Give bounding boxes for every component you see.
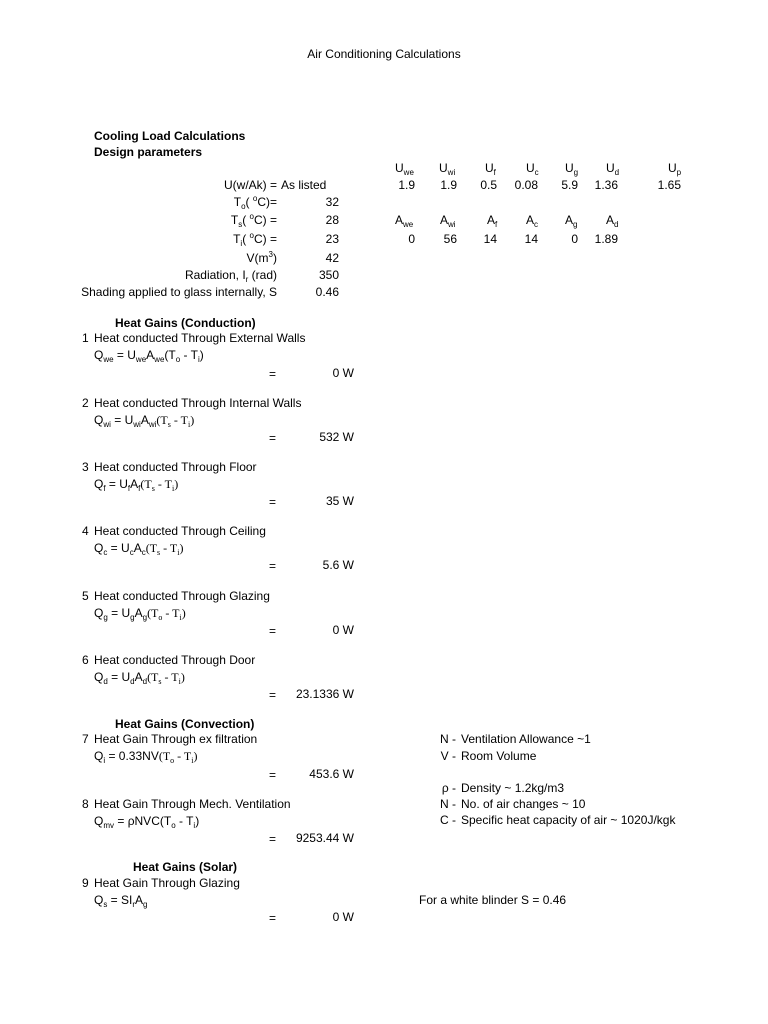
ts-param-label: $T_s$( $^o$C) =: [230, 212, 277, 229]
a-d-header: $A_d$: [606, 213, 619, 229]
item-6-number: 6: [82, 653, 89, 667]
conduction-heading: Heat Gains (Conduction): [115, 316, 256, 330]
u-param-value: As listed: [281, 178, 327, 192]
note-1-text: Ventilation Allowance ~1: [461, 732, 591, 746]
item-9-formula: $Q_s = SI_rA_g$: [94, 893, 148, 909]
item-4-number: 4: [82, 524, 89, 538]
blinder-note: For a white blinder S = 0.46: [419, 893, 567, 907]
item-3-formula: $Q_f = U_fA_f(T_s - T_i)$: [94, 477, 179, 493]
item-7-formula: $Q_i = 0.33NV(T_o - T_i)$: [94, 749, 198, 765]
ti-param-value: 23: [325, 232, 339, 246]
note-4-text: No. of air changes ~ 10: [461, 797, 586, 811]
cooling-load-heading: Cooling Load Calculations: [94, 129, 246, 143]
u-f-value: 0.5: [480, 178, 497, 192]
item-8-label: Heat Gain Through Mech. Ventilation: [94, 797, 291, 811]
u-p-header: $U_p$: [668, 161, 682, 177]
item-7-number: 7: [82, 732, 89, 746]
a-f-header: $A_f$: [487, 213, 498, 229]
a-we-value: 0: [408, 232, 415, 246]
item-5-label: Heat conducted Through Glazing: [94, 589, 270, 603]
item-3-equals: =: [269, 495, 277, 509]
u-f-header: $U_f$: [485, 161, 496, 177]
item-5-equals: =: [269, 624, 277, 638]
u-we-header: $U_{we}$: [395, 161, 414, 177]
item-5-formula: $Q_g = U_gA_g(T_o - T_i)$: [94, 606, 186, 622]
u-param-label: U(w/Ak) =: [223, 178, 277, 192]
item-1-number: 1: [82, 331, 89, 345]
item-7-result: 453.6 W: [309, 767, 354, 781]
item-9-label: Heat Gain Through Glazing: [94, 876, 240, 890]
note-5-text: Specific heat capacity of air ~ 1020J/kgk: [461, 813, 676, 827]
a-wi-value: 56: [443, 232, 457, 246]
radiation-param-value: 350: [318, 268, 339, 282]
note-2-text: Room Volume: [461, 749, 537, 763]
ti-param-label: $T_i$( $^o$C) =: [233, 231, 277, 248]
item-9-equals: =: [269, 911, 277, 925]
to-param-label: $T_o$( $^o$C)=: [233, 194, 277, 211]
u-d-header: $U_d$: [606, 161, 620, 177]
item-9-number: 9: [82, 876, 89, 890]
item-6-result: 23.1336 W: [295, 687, 354, 701]
item-3-number: 3: [82, 460, 89, 474]
solar-heading: Heat Gains (Solar): [133, 860, 238, 874]
item-8-result: 9253.44 W: [295, 831, 354, 845]
a-d-value: 1.89: [594, 232, 618, 246]
a-g-header: $A_g$: [565, 213, 578, 229]
item-1-result: 0 W: [332, 366, 354, 380]
shading-param-value: 0.46: [315, 285, 339, 299]
a-c-value: 14: [524, 232, 538, 246]
design-parameters-heading: Design parameters: [94, 145, 203, 159]
item-4-result: 5.6 W: [322, 558, 354, 572]
item-2-label: Heat conducted Through Internal Walls: [94, 396, 302, 410]
u-we-value: 1.9: [398, 178, 415, 192]
note-5-key: C -: [440, 813, 456, 827]
item-8-number: 8: [82, 797, 89, 811]
u-g-header: $U_g$: [565, 161, 579, 177]
u-wi-value: 1.9: [440, 178, 457, 192]
item-4-formula: $Q_c = U_cA_c(T_s - T_i)$: [94, 541, 184, 557]
item-6-equals: =: [269, 688, 277, 702]
ts-param-value: 28: [325, 213, 339, 227]
item-8-equals: =: [269, 832, 277, 846]
note-1-key: N -: [440, 732, 456, 746]
note-3-key: ρ -: [441, 781, 456, 795]
u-g-value: 5.9: [561, 178, 578, 192]
u-c-value: 0.08: [514, 178, 538, 192]
note-4-key: N -: [440, 797, 456, 811]
item-2-number: 2: [82, 396, 89, 410]
a-wi-header: $A_{wi}$: [440, 213, 456, 229]
a-we-header: $A_{we}$: [395, 213, 414, 229]
item-7-equals: =: [269, 768, 277, 782]
u-p-value: 1.65: [657, 178, 681, 192]
item-5-number: 5: [82, 589, 89, 603]
item-2-result: 532 W: [319, 430, 354, 444]
shading-param-label: Shading applied to glass internally, S: [81, 285, 277, 299]
to-param-value: 32: [325, 195, 339, 209]
a-c-header: $A_c$: [526, 213, 539, 229]
u-wi-header: $U_{wi}$: [439, 161, 456, 177]
note-2-key: V -: [440, 749, 456, 763]
item-9-result: 0 W: [332, 910, 354, 924]
item-4-label: Heat conducted Through Ceiling: [94, 524, 266, 538]
a-f-value: 14: [483, 232, 497, 246]
volume-param-label: $V(m^3)$: [246, 250, 277, 265]
item-4-equals: =: [269, 559, 277, 573]
page-title: Air Conditioning Calculations: [307, 47, 461, 61]
convection-heading: Heat Gains (Convection): [115, 717, 255, 731]
note-3-text: Density ~ 1.2kg/m3: [461, 781, 565, 795]
item-3-result: 35 W: [325, 494, 354, 508]
item-1-formula: $Q_{we} = U_{we}A_{we}(T_o - T_i)$: [94, 348, 204, 364]
item-2-formula: $Q_{wi} = U_{wi}A_{wi}(T_s - T_i)$: [94, 413, 195, 429]
item-6-label: Heat conducted Through Door: [94, 653, 256, 667]
u-c-header: $U_c$: [526, 161, 539, 177]
item-8-formula: $Q_{mv} = \rho NVC(T_o - T_i)$: [94, 814, 200, 830]
volume-param-value: 42: [325, 251, 339, 265]
item-5-result: 0 W: [332, 623, 354, 637]
item-2-equals: =: [269, 431, 277, 445]
item-6-formula: $Q_d = U_dA_d(T_s - T_i)$: [94, 670, 185, 686]
a-g-value: 0: [571, 232, 578, 246]
item-7-label: Heat Gain Through ex filtration: [94, 732, 258, 746]
item-1-equals: =: [269, 367, 277, 381]
item-1-label: Heat conducted Through External Walls: [94, 331, 306, 345]
radiation-param-label: Radiation, $I_r$ (rad): [184, 268, 277, 284]
u-d-value: 1.36: [594, 178, 618, 192]
item-3-label: Heat conducted Through Floor: [94, 460, 257, 474]
